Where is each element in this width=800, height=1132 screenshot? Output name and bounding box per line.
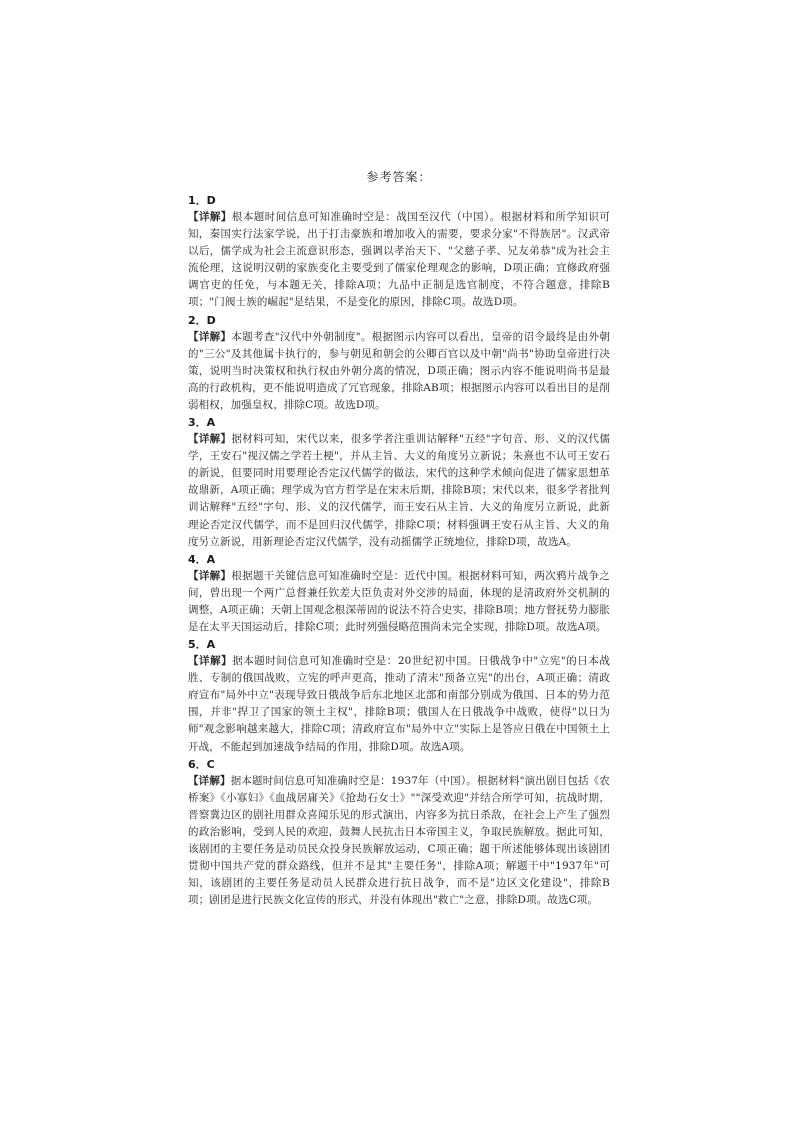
answer-item-1: [188, 192, 610, 312]
explanation-tag: 【详解】: [188, 569, 232, 582]
answer-item-6: [188, 756, 610, 910]
answer-explanation: [188, 431, 610, 551]
explanation-tag: 【详解】: [188, 330, 232, 343]
answer-explanation: [188, 209, 610, 312]
answer-number: 1．D: [188, 194, 216, 207]
answer-number: 5．A: [188, 638, 216, 652]
explanation-text: 根本题时间信息可知准确时空是：战国至汉代（中国）。根据材料和所学知识可知，秦国实行法家学说，出于打击豪族和增加收入的需要，要求分家"不得族居"。汉武帝以后，儒学成为社会主流意识形态，强调以孝治天下、"父慈子孝、兄友弟恭"成为社会主流伦理，这说明汉朝的家族变化主要受到了儒家伦理观念的影响，D项正确；宜修政府强调官吏的任免，与本题无关，排除A项；九品中正制是选官制度，不符合题意，排除B项；"门阀士族的崛起"是结果，不是变化的原因，排除C项。故选D项。: [188, 211, 610, 309]
explanation-tag: 【详解】: [188, 211, 232, 223]
answer-explanation: [188, 653, 610, 756]
answer-document: [188, 166, 610, 909]
document-title: 参考答案：: [366, 170, 432, 184]
answer-number: 6．C: [188, 757, 215, 771]
answer-number: 3．A: [188, 416, 216, 430]
explanation-tag: 【详解】: [188, 655, 233, 668]
answer-item-4: [188, 551, 610, 636]
answer-item-5: [188, 636, 610, 756]
answer-number: 2．D: [188, 313, 216, 327]
answer-item-2: [188, 312, 610, 414]
explanation-tag: 【详解】: [188, 433, 232, 446]
explanation-text: 据材料可知，宋代以来，很多学者注重训诂解释"五经"字句音、形、义的汉代儒学，王安石"视汉儒之学若土梗"，并从主旨、大义的角度另立新说；朱熹也不认可王安石的新说，但要同时用要理论否定汉代儒学的做法，宋代的这种学术倾向促进了儒家思想革故鼎新，A项正确；理学成为官方哲学是在宋末后期，排除B项；宋代以来，很多学者批判训诂解释"五经"字句、形、义的汉代儒学，而王安石从主旨、大义的角度另立新说，此新理论否定汉代儒学，而不是回归汉代儒学，排除C项；材料强调王安石从主旨、大义的角度另立新说，用新理论否定汉代儒学，没有动摇儒学正统地位，排除D项，故选A。: [188, 433, 610, 548]
explanation-tag: 【详解】: [188, 774, 231, 787]
explanation-text: 据本题时间信息可知准确时空是：1937年（中国）。根据材料"演出剧目包括《农桥案》《小寡妇》《血战居庸关》《抢劫石女士》""深受欢迎"并结合所学可知，抗战时期，晋察冀边区的剧社用群众喜闻乐见的形式演出，内容多为抗日杀敌，在社会上产生了强烈的政治影响，受到人民的欢迎，鼓舞人民抗击日本帝国主义，争取民族解放。据此可知，该剧团的主要任务是动员民众投身民族解放运动，C项正确；题干所述能够体现出该剧团贯彻中国共产党的群众路线，但并不是其"主要任务"，排除A项；解题干中"1937年"可知，该剧团的主要任务是动员人民群众进行抗日战争，而不是"边区文化建设"，排除B项；剧团是进行民族文化宣传的形式，并没有体现出"救亡"之意，排除D项。故选C项。: [188, 774, 610, 907]
explanation-text: 根据题干关键信息可知准确时空是：近代中国。根据材料可知，两次鸦片战争之间，曾出现一个两广总督兼任钦差大臣负责对外交涉的局面，体现的是清政府外交机制的调整，A项正确；天朝上国观念根深蒂固的说法不符合史实，排除B项；地方督抚势力膨胀是在太平天国运动后，排除C项；此时列强侵略范围尚未完全实现，排除D项。故选A项。: [188, 569, 611, 633]
answer-explanation: [188, 329, 610, 414]
answer-item-3: [188, 414, 610, 551]
answer-explanation: [188, 568, 610, 636]
answer-explanation: [188, 773, 610, 910]
answer-list: [188, 192, 610, 909]
explanation-text: 本题考查"汉代中外朝制度"。根据图示内容可以看出，皇帝的诏令最终是由外朝的"三公"及其他属卡执行的，参与朝见和朝会的公卿百官以及中朝"尚书"协助皇帝进行决策，说明当时决策权和执行权由外朝分离的情况，D项正确；图示内容不能说明尚书是最高的行政机构，更不能说明造成了冗官现象，排除AB项；根据图示内容可以看出目的是削弱相权，加强皇权，排除C项。故选D项。: [188, 330, 610, 411]
explanation-text: 据本题时间信息可知准确时空是：20世纪初中国。日俄战争中"立宪"的日本战胜、专制的俄国战败，立宪的呼声更高，推动了清末"预备立宪"的出台，A项正确；清政府宣布"局外中立"表现导致日俄战争后东北地区北部和南部分别成为俄国、日本的势力范围，并非"捍卫了国家的领土主权"，排除B项；俄国人在日俄战争中战败，使得"以日为师"观念影响越来越大，排除C项；清政府宣布"局外中立"实际上是答应日俄在中国领土上开战，不能起到加速战争结局的作用，排除D项。故选A项。: [188, 655, 610, 753]
answer-number: 4．A: [188, 552, 216, 566]
